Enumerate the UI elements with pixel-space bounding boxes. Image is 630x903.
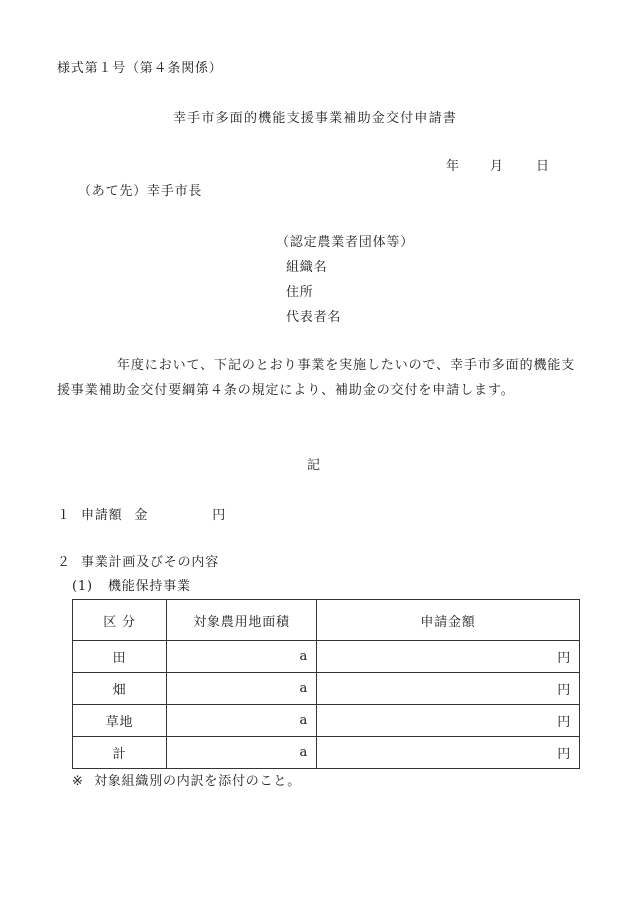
table-row-total <box>73 737 580 769</box>
row-category: 草地 <box>73 705 167 737</box>
document-title: 幸手市多面的機能支援事業補助金交付申請書 <box>172 111 457 126</box>
plan-table <box>72 599 580 769</box>
ki-heading: 記 <box>307 458 321 473</box>
subsection-number: (1) <box>72 579 93 594</box>
row-area-cell: a <box>167 705 317 737</box>
item-business-plan <box>57 556 219 569</box>
yen-label: 円 <box>212 508 227 523</box>
row-category: 畑 <box>73 673 167 705</box>
item-label: 事業計画及びその内容 <box>81 555 220 570</box>
note-text: 対象組織別の内訳を添付のこと。 <box>94 774 302 789</box>
table-header-row <box>73 600 580 641</box>
table-row <box>73 641 580 673</box>
date-day-label: 日 <box>536 159 550 174</box>
address-label: 住所 <box>286 285 314 300</box>
item-label: 申請額 <box>81 508 123 523</box>
organization-name-label: 組織名 <box>286 260 328 275</box>
applicant-heading: （認定農業者団体等） <box>276 235 415 250</box>
note-mark: ※ <box>72 774 84 789</box>
row-area-cell: a <box>167 737 317 769</box>
subsection-label: 機能保持事業 <box>108 579 191 594</box>
date-line <box>446 160 550 173</box>
row-area-cell: a <box>167 673 317 705</box>
row-amount-cell: 円 <box>317 641 580 673</box>
row-category: 計 <box>73 737 167 769</box>
row-amount-cell: 円 <box>317 673 580 705</box>
representative-name-label: 代表者名 <box>286 310 342 325</box>
header-area: 対象農用地面積 <box>167 600 317 641</box>
application-body-text: 年度において、下記のとおり事業を実施したいので、幸手市多面的機能支援事業補助金交付要綱第４条の規定により、補助金の交付を申請します。 <box>57 358 576 398</box>
attachment-note <box>72 775 301 788</box>
table-row <box>73 705 580 737</box>
item-number: ２ <box>57 555 71 570</box>
row-category: 田 <box>73 641 167 673</box>
row-area-cell: a <box>167 641 317 673</box>
row-amount-cell: 円 <box>317 705 580 737</box>
addressee: （あて先）幸手市長 <box>78 184 203 199</box>
item-application-amount <box>57 509 226 522</box>
subsection-heading <box>72 580 191 593</box>
table-row <box>73 673 580 705</box>
form-number: 様式第１号（第４条関係） <box>57 61 223 76</box>
date-month-label: 月 <box>490 159 504 174</box>
item-number: １ <box>57 508 71 523</box>
row-amount-cell: 円 <box>317 737 580 769</box>
date-year-label: 年 <box>446 159 460 174</box>
kin-label: 金 <box>134 508 149 523</box>
header-amount: 申請金額 <box>317 600 580 641</box>
header-category: 区 分 <box>73 600 167 641</box>
